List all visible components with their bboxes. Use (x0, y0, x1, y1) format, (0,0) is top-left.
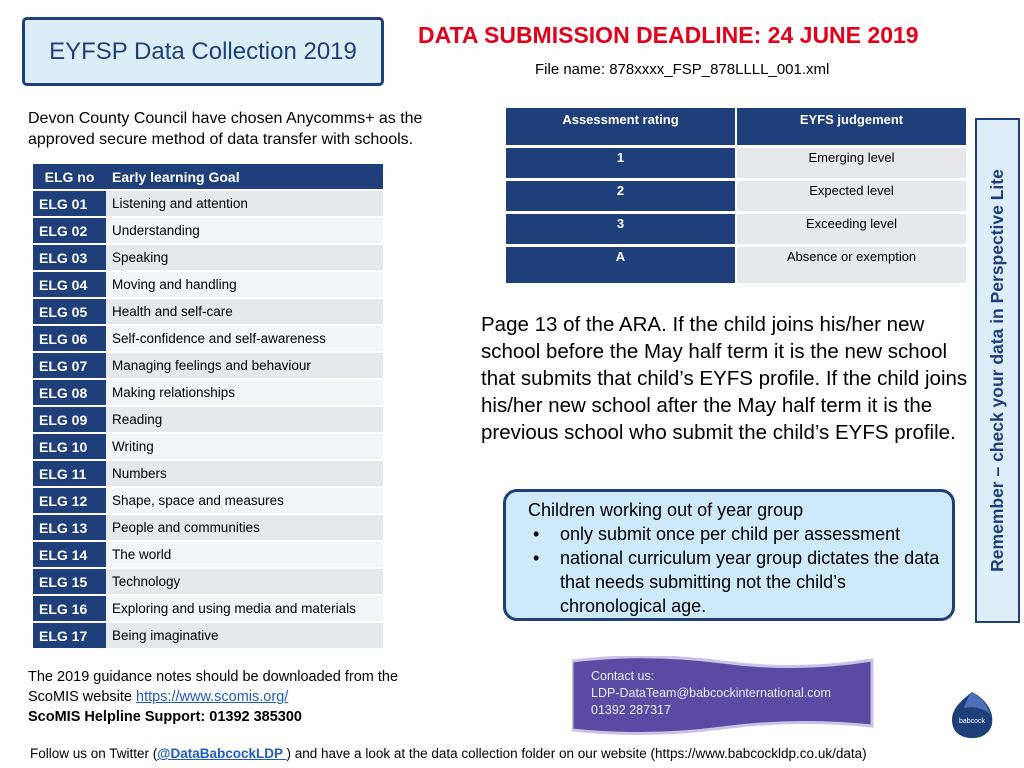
elg-goal-header: Early learning Goal (106, 164, 383, 189)
elg-goal: Being imaginative (106, 623, 383, 648)
contact-text (591, 668, 831, 719)
elg-goal: Reading (106, 407, 383, 432)
elg-goal: Numbers (106, 461, 383, 486)
table-row (33, 326, 383, 351)
elg-table (33, 162, 383, 650)
footer (30, 746, 867, 761)
assessment-rating: A (506, 247, 735, 283)
table-row (506, 148, 966, 178)
contact-email[interactable]: LDP-DataTeam@babcockinternational.com (591, 686, 831, 700)
elg-goal: Listening and attention (106, 191, 383, 216)
logo-text: babcock (958, 718, 986, 725)
elg-no: ELG 17 (33, 623, 106, 648)
elg-goal: Exploring and using media and materials (106, 596, 383, 621)
elg-no: ELG 16 (33, 596, 106, 621)
reminder-text: Remember – check your data in Perspective Lite (987, 169, 1008, 572)
elg-no: ELG 09 (33, 407, 106, 432)
elg-goal: Understanding (106, 218, 383, 243)
title-box (22, 17, 384, 86)
list-item: • only submit once per child per assessment (528, 522, 942, 546)
file-name: File name: 878xxxx_FSP_878LLLL_001.xml (535, 61, 830, 78)
page-title: EYFSP Data Collection 2019 (49, 37, 357, 65)
eyfs-judgement-header: EYFS judgement (737, 108, 966, 145)
assessment-table (504, 105, 968, 286)
assessment-rating: 3 (506, 214, 735, 244)
twitter-link[interactable]: @DataBabcockLDP (157, 746, 287, 761)
table-row (33, 245, 383, 270)
table-row (33, 380, 383, 405)
elg-no: ELG 08 (33, 380, 106, 405)
table-row (506, 181, 966, 211)
list-item: • national curriculum year group dictates the data that needs submitting not the child’s chronological age. (528, 546, 942, 618)
elg-no: ELG 06 (33, 326, 106, 351)
elg-no: ELG 04 (33, 272, 106, 297)
table-row (506, 214, 966, 244)
eyfs-judgement: Expected level (737, 181, 966, 211)
callout-title: Children working out of year group (528, 500, 804, 520)
elg-no: ELG 14 (33, 542, 106, 567)
scomis-link[interactable]: https://www.scomis.org/ (136, 689, 289, 705)
assessment-rating: 1 (506, 148, 735, 178)
elg-goal: Moving and handling (106, 272, 383, 297)
callout-list (528, 522, 942, 618)
out-of-year-group-callout (503, 489, 955, 621)
assessment-rating-header: Assessment rating (506, 108, 735, 145)
guidance-prefix: ScoMIS website (28, 689, 136, 705)
eyfs-judgement: Emerging level (737, 148, 966, 178)
elg-no: ELG 13 (33, 515, 106, 540)
elg-goal: People and communities (106, 515, 383, 540)
footer-suffix: ) and have a look at the data collection folder on our website (https://www.babcockldp.co.uk/data) (286, 746, 867, 761)
deadline-heading: DATA SUBMISSION DEADLINE: 24 JUNE 2019 (418, 22, 919, 48)
table-row (33, 272, 383, 297)
eyfs-judgement: Exceeding level (737, 214, 966, 244)
eyfs-judgement: Absence or exemption (737, 247, 966, 283)
table-row (33, 353, 383, 378)
elg-table-header (33, 164, 383, 189)
contact-us-box (572, 656, 878, 738)
table-row (33, 191, 383, 216)
intro-text: Devon County Council have chosen Anycomms+ as the approved secure method of data transfer with schools. (28, 110, 423, 148)
elg-goal: The world (106, 542, 383, 567)
elg-no: ELG 12 (33, 488, 106, 513)
table-row (33, 407, 383, 432)
table-row (33, 596, 383, 621)
table-row (33, 542, 383, 567)
elg-no: ELG 03 (33, 245, 106, 270)
elg-no: ELG 15 (33, 569, 106, 594)
table-row (33, 434, 383, 459)
elg-no-header: ELG no (33, 164, 106, 189)
elg-goal: Technology (106, 569, 383, 594)
footer-prefix: Follow us on Twitter ( (30, 746, 158, 761)
ara-guidance-text: Page 13 of the ARA. If the child joins his/her new school before the May half term it is the new school that submits that child’s EYFS profile. If the child joins his/her new school after the May half term it is the previous school who submit the child’s EYFS profile. (481, 313, 968, 444)
babcock-logo (950, 690, 994, 740)
table-row (33, 569, 383, 594)
contact-label: Contact us: (591, 669, 655, 683)
guidance-link-line (28, 687, 468, 707)
table-row (33, 218, 383, 243)
table-row (33, 461, 383, 486)
table-row (506, 247, 966, 283)
elg-goal: Self-confidence and self-awareness (106, 326, 383, 351)
elg-no: ELG 02 (33, 218, 106, 243)
table-row (33, 515, 383, 540)
table-row (33, 299, 383, 324)
helpline-support: ScoMIS Helpline Support: 01392 385300 (28, 709, 302, 725)
elg-goal: Making relationships (106, 380, 383, 405)
elg-no: ELG 10 (33, 434, 106, 459)
elg-goal: Speaking (106, 245, 383, 270)
elg-goal: Writing (106, 434, 383, 459)
assessment-rating: 2 (506, 181, 735, 211)
guidance-line: The 2019 guidance notes should be downloaded from the (28, 669, 399, 685)
elg-no: ELG 11 (33, 461, 106, 486)
elg-goal: Health and self-care (106, 299, 383, 324)
elg-no: ELG 05 (33, 299, 106, 324)
table-row (33, 623, 383, 648)
contact-phone: 01392 287317 (591, 703, 671, 717)
elg-goal: Shape, space and measures (106, 488, 383, 513)
elg-no: ELG 01 (33, 191, 106, 216)
table-row (33, 488, 383, 513)
elg-no: ELG 07 (33, 353, 106, 378)
side-reminder-banner (975, 118, 1020, 623)
elg-goal: Managing feelings and behaviour (106, 353, 383, 378)
guidance-notes (28, 667, 468, 727)
assessment-table-header (506, 108, 966, 145)
